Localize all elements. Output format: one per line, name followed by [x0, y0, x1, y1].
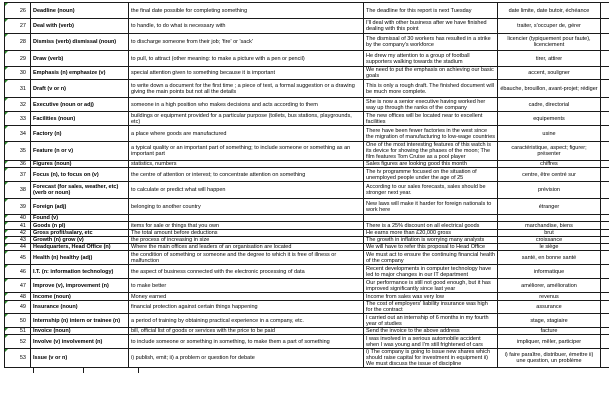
cell-overflow-edge[interactable]: [601, 3, 609, 19]
error-marker-icon: [5, 222, 8, 225]
table-row: [5, 112, 609, 126]
cell-example[interactable]: The growth in inflation is worrying many analysts: [364, 237, 498, 244]
cell-row-number[interactable]: [5, 199, 31, 215]
cell-term[interactable]: Facilities (noun): [31, 112, 129, 126]
table-row: [5, 67, 609, 80]
cell-term[interactable]: Factory (n): [31, 126, 129, 142]
cell-overflow-edge[interactable]: [601, 142, 609, 161]
cell-example[interactable]: She is now a senior executive having worked her way up through the ranks of the company: [364, 98, 498, 112]
cell-definition[interactable]: a typical quality or an important part of something; to include someone or something as an important part: [129, 142, 364, 161]
cell-overflow-edge[interactable]: [601, 161, 609, 168]
row-number-label: 45: [19, 254, 26, 261]
error-marker-icon: [5, 67, 8, 70]
cell-row-number[interactable]: [5, 142, 31, 161]
error-marker-icon: [5, 51, 8, 54]
cell-definition[interactable]: a period of training by obtaining practical experience in a company, etc.: [129, 314, 364, 328]
cell-translation[interactable]: brut: [498, 230, 601, 237]
cell-example[interactable]: According to our sales forecasts, sales should be stronger next year.: [364, 182, 498, 199]
cell-row-number[interactable]: [5, 215, 31, 222]
cell-translation[interactable]: informatique: [498, 265, 601, 279]
cell-definition[interactable]: special attention given to something because it is important: [129, 67, 364, 80]
cell-row-number[interactable]: [5, 301, 31, 314]
row-number-label: 34: [19, 130, 26, 137]
row-number-label: 32: [19, 101, 26, 108]
cell-example[interactable]: Recent developments in computer technology have led to major changes in our IT department: [364, 265, 498, 279]
table-row: [5, 3, 609, 19]
cell-term[interactable]: Executive (noun or adj): [31, 98, 129, 112]
cell-example[interactable]: I'll deal with other business after we have finished dealing with this point: [364, 19, 498, 34]
cell-definition[interactable]: [129, 215, 364, 222]
cell-definition[interactable]: to include someone or something in something, to make them a part of something: [129, 335, 364, 349]
error-marker-icon: [5, 335, 8, 338]
cell-term[interactable]: Emphasis (n) emphasize (v): [31, 67, 129, 80]
cell-definition[interactable]: a place where goods are manufactured: [129, 126, 364, 142]
table-row: [5, 251, 609, 265]
cell-translation[interactable]: revenus: [498, 293, 601, 301]
cell-overflow-edge[interactable]: [601, 265, 609, 279]
error-marker-icon: [5, 126, 8, 129]
error-marker-icon: [5, 112, 8, 115]
row-number-label: 31: [19, 85, 26, 92]
error-marker-icon: [5, 265, 8, 268]
cell-definition[interactable]: statistics, numbers: [129, 161, 364, 168]
cell-row-number[interactable]: [5, 161, 31, 168]
cell-overflow-edge[interactable]: [601, 126, 609, 142]
table-row: [5, 222, 609, 230]
cell-definition[interactable]: Money earned: [129, 293, 364, 301]
cell-term[interactable]: Deadline (noun): [31, 3, 129, 19]
cell-translation[interactable]: i) faire paraître, distribuer, émettre ii) une question, un problème: [498, 349, 601, 368]
error-marker-icon: [5, 279, 8, 282]
next-table-column-divider: [83, 368, 84, 373]
next-table-column-divider: [138, 368, 139, 373]
cell-term[interactable]: Feature (n or v): [31, 142, 129, 161]
row-number-label: 49: [19, 304, 26, 310]
cell-definition[interactable]: belonging to another country: [129, 199, 364, 215]
row-number-label: 38: [19, 187, 26, 193]
cell-translation[interactable]: facture: [498, 328, 601, 335]
row-number-label: 48: [19, 293, 26, 300]
cell-term[interactable]: I.T. (n: information technology): [31, 265, 129, 279]
cell-row-number[interactable]: [5, 265, 31, 279]
cell-definition[interactable]: i) publish, emit; ii) a problem or question for debate: [129, 349, 364, 368]
row-number-label: 42: [19, 230, 26, 236]
error-marker-icon: [5, 80, 8, 83]
cell-row-number[interactable]: [5, 98, 31, 112]
cell-term[interactable]: Deal with (verb): [31, 19, 129, 34]
cell-definition[interactable]: the final date possible for completing something: [129, 3, 364, 19]
cell-row-number[interactable]: [5, 244, 31, 251]
cell-overflow-edge[interactable]: [601, 230, 609, 237]
row-number-label: 37: [19, 171, 26, 178]
row-number-label: 50: [19, 317, 26, 324]
vocabulary-table-body: [5, 3, 609, 368]
cell-definition[interactable]: someone in a high position who makes decisions and acts according to them: [129, 98, 364, 112]
cell-translation[interactable]: le siège: [498, 244, 601, 251]
table-row: [5, 301, 609, 314]
table-row: [5, 215, 609, 222]
cell-term[interactable]: Improve (v), improvement (n): [31, 279, 129, 293]
cell-example[interactable]: There have been fewer factories in the west since the migration of manufacturing to low-wage countries: [364, 126, 498, 142]
table-row: [5, 199, 609, 215]
cell-translation[interactable]: caractéristique, aspect; figurer; présenter: [498, 142, 601, 161]
cell-translation[interactable]: accent, souligner: [498, 67, 601, 80]
cell-overflow-edge[interactable]: [601, 51, 609, 67]
error-marker-icon: [5, 98, 8, 101]
table-row: [5, 98, 609, 112]
cell-translation[interactable]: traiter, s'occuper de, gérer: [498, 19, 601, 34]
error-marker-icon: [5, 349, 8, 352]
cell-definition[interactable]: the condition of something or someone and the degree to which it is free of illness or malfunction: [129, 251, 364, 265]
cell-term[interactable]: Figures (noun): [31, 161, 129, 168]
row-number-label: 39: [19, 203, 26, 210]
error-marker-icon: [5, 3, 8, 6]
row-number-label: 46: [19, 268, 26, 275]
error-marker-icon: [5, 199, 8, 202]
cell-row-number[interactable]: [5, 182, 31, 199]
cell-overflow-edge[interactable]: [601, 237, 609, 244]
cell-example[interactable]: i) The company is going to issue new shares which should raise capital for investment in equipment ii) We must discuss the issue of discipline: [364, 349, 498, 368]
cell-translation[interactable]: ébauche, brouillon, avant-projet; rédiger: [498, 80, 601, 98]
row-number-label: 35: [19, 148, 26, 154]
error-marker-icon: [5, 244, 8, 247]
cell-term[interactable]: Involve (v) involvement (n): [31, 335, 129, 349]
next-table-column-divider: [33, 368, 34, 373]
error-marker-icon: [5, 328, 8, 331]
cell-row-number[interactable]: [5, 19, 31, 34]
cell-definition[interactable]: Where the main offices and leaders of an organisation are located: [129, 244, 364, 251]
cell-row-number[interactable]: [5, 237, 31, 244]
row-number-label: 27: [19, 23, 26, 29]
cell-overflow-edge[interactable]: [601, 349, 609, 368]
cell-overflow-edge[interactable]: [601, 251, 609, 265]
cell-translation[interactable]: croissance: [498, 237, 601, 244]
next-table-edge: [4, 368, 609, 374]
cell-overflow-edge[interactable]: [601, 98, 609, 112]
cell-example[interactable]: We will have to refer this proposal to Head Office: [364, 244, 498, 251]
table-row: [5, 142, 609, 161]
cell-row-number[interactable]: [5, 222, 31, 230]
cell-translation[interactable]: étranger: [498, 199, 601, 215]
error-marker-icon: [5, 142, 8, 145]
cell-term[interactable]: Gross profit/salary, etc: [31, 230, 129, 237]
cell-term[interactable]: Focus (n), to focus on (v): [31, 168, 129, 182]
table-row: [5, 293, 609, 301]
cell-term[interactable]: Found (v): [31, 215, 129, 222]
cell-overflow-edge[interactable]: [601, 301, 609, 314]
table-row: [5, 80, 609, 98]
cell-example[interactable]: Send the invoice to the above address: [364, 328, 498, 335]
cell-overflow-edge[interactable]: [601, 34, 609, 51]
cell-term[interactable]: Issue (v or n): [31, 349, 129, 368]
cell-overflow-edge[interactable]: [601, 279, 609, 293]
error-marker-icon: [5, 301, 8, 304]
error-marker-icon: [5, 19, 8, 22]
cell-translation[interactable]: marchandise, biens: [498, 222, 601, 230]
row-number-label: 30: [19, 70, 26, 76]
cell-row-number[interactable]: [5, 279, 31, 293]
error-marker-icon: [5, 34, 8, 37]
table-row: [5, 168, 609, 182]
cell-overflow-edge[interactable]: [601, 293, 609, 301]
cell-example[interactable]: He earns more than £20,000 gross: [364, 230, 498, 237]
cell-term[interactable]: Internship (n) intern or trainee (n): [31, 314, 129, 328]
cell-row-number[interactable]: [5, 230, 31, 237]
cell-definition[interactable]: to make better: [129, 279, 364, 293]
error-marker-icon: [5, 293, 8, 296]
cell-term[interactable]: Forecast (for sales, weather, etc) (verb or noun): [31, 182, 129, 199]
cell-translation[interactable]: equipements: [498, 112, 601, 126]
error-marker-icon: [5, 182, 8, 185]
table-row: [5, 349, 609, 368]
cell-term[interactable]: Insurance (noun): [31, 301, 129, 314]
cell-definition[interactable]: to write down a document for the first time ; a piece of text, a formal suggestion or a drawing giving the main points but not all the details: [129, 80, 364, 98]
cell-definition[interactable]: bill, official list of goods or services with the price to be paid: [129, 328, 364, 335]
cell-definition[interactable]: items for sale or things that you own: [129, 222, 364, 230]
cell-row-number[interactable]: [5, 3, 31, 19]
cell-overflow-edge[interactable]: [601, 80, 609, 98]
cell-example[interactable]: Income from sales was very low: [364, 293, 498, 301]
cell-translation[interactable]: tirer, attirer: [498, 51, 601, 67]
cell-definition[interactable]: The total amount before deductions: [129, 230, 364, 237]
cell-overflow-edge[interactable]: [601, 182, 609, 199]
cell-overflow-edge[interactable]: [601, 112, 609, 126]
cell-term[interactable]: Goods (n pl): [31, 222, 129, 230]
cell-row-number[interactable]: [5, 168, 31, 182]
table-row: [5, 335, 609, 349]
cell-translation[interactable]: santé, en bonne santé: [498, 251, 601, 265]
cell-example[interactable]: New laws will make it harder for foreign nationals to work here: [364, 199, 498, 215]
row-number-label: 40: [19, 215, 26, 221]
cell-translation[interactable]: usine: [498, 126, 601, 142]
row-number-label: 51: [19, 328, 26, 334]
table-row: [5, 244, 609, 251]
cell-row-number[interactable]: [5, 349, 31, 368]
row-number-label: 41: [19, 222, 26, 229]
row-number-label: 44: [19, 244, 26, 250]
cell-example[interactable]: The cost of employers' liability insurance was high for the contract: [364, 301, 498, 314]
cell-example[interactable]: [364, 215, 498, 222]
cell-translation[interactable]: chiffres: [498, 161, 601, 168]
table-row: [5, 126, 609, 142]
table-row: [5, 19, 609, 34]
table-row: [5, 182, 609, 199]
error-marker-icon: [5, 168, 8, 171]
row-number-label: 28: [19, 39, 26, 45]
cell-example[interactable]: We need to put the emphasis on achieving our basic goals: [364, 67, 498, 80]
cell-translation[interactable]: cadre, directorial: [498, 98, 601, 112]
row-number-label: 36: [19, 161, 26, 167]
table-row: [5, 51, 609, 67]
row-number-label: 47: [19, 282, 26, 289]
cell-term[interactable]: Dismiss (verb) dismissal (noun): [31, 34, 129, 51]
cell-row-number[interactable]: [5, 126, 31, 142]
cell-example[interactable]: The deadline for this report is next Tuesday: [364, 3, 498, 19]
cell-overflow-edge[interactable]: [601, 314, 609, 328]
error-marker-icon: [5, 251, 8, 254]
row-number-label: 52: [19, 338, 26, 345]
cell-overflow-edge[interactable]: [601, 67, 609, 80]
error-marker-icon: [5, 161, 8, 164]
cell-example[interactable]: The tv programme focused on the situation of unemployed people under the age of 25: [364, 168, 498, 182]
cell-row-number[interactable]: [5, 51, 31, 67]
cell-translation[interactable]: [498, 215, 601, 222]
cell-term[interactable]: Draft (v or n): [31, 80, 129, 98]
error-marker-icon: [5, 230, 8, 233]
cell-row-number[interactable]: [5, 335, 31, 349]
cell-row-number[interactable]: [5, 328, 31, 335]
cell-example[interactable]: The new offices will be located near to excellent facilities: [364, 112, 498, 126]
cell-example[interactable]: One of the most interesting features of this watch is its device for showing the phases of the moon; The film features Tom Cruise as a pool player: [364, 142, 498, 161]
table-row: [5, 230, 609, 237]
table-row: [5, 279, 609, 293]
error-marker-icon: [5, 215, 8, 218]
row-number-label: 53: [19, 355, 26, 361]
vocabulary-table: [4, 2, 609, 368]
table-row: [5, 237, 609, 244]
cell-overflow-edge[interactable]: [601, 328, 609, 335]
cell-overflow-edge[interactable]: [601, 215, 609, 222]
cell-row-number[interactable]: [5, 34, 31, 51]
table-row: [5, 328, 609, 335]
row-number-label: 33: [19, 115, 26, 122]
cell-row-number[interactable]: [5, 67, 31, 80]
cell-row-number[interactable]: [5, 112, 31, 126]
row-number-label: 29: [19, 55, 26, 62]
cell-example[interactable]: He drew my attention to a group of football supporters walking towards the stadium: [364, 51, 498, 67]
cell-row-number[interactable]: [5, 251, 31, 265]
cell-example[interactable]: The dismissal of 30 workers has resulted in a strike by the company's workforce: [364, 34, 498, 51]
cell-term[interactable]: Income (noun): [31, 293, 129, 301]
cell-overflow-edge[interactable]: [601, 199, 609, 215]
cell-term[interactable]: Headquarters, Head Office (n): [31, 244, 129, 251]
cell-example[interactable]: Sales figures are looking good this month: [364, 161, 498, 168]
cell-translation[interactable]: améliorer, amélioration: [498, 279, 601, 293]
cell-definition[interactable]: to handle, to do what is necessary with: [129, 19, 364, 34]
cell-translation[interactable]: centre, être centré sur: [498, 168, 601, 182]
cell-definition[interactable]: to calculate or predict what will happen: [129, 182, 364, 199]
cell-example[interactable]: I was involved in a serious automobile accident when I was young and I'm still frightened of cars: [364, 335, 498, 349]
cell-definition[interactable]: the process of increasing in size: [129, 237, 364, 244]
cell-example[interactable]: I carried out an internship of 6 months in my fourth year of studies: [364, 314, 498, 328]
cell-definition[interactable]: to pull, to attract (other meaning: to make a picture with a pen or pencil): [129, 51, 364, 67]
table-row: [5, 161, 609, 168]
error-marker-icon: [5, 314, 8, 317]
cell-row-number[interactable]: [5, 293, 31, 301]
cell-example[interactable]: We must act to ensure the continuing financial health of the company: [364, 251, 498, 265]
cell-term[interactable]: Foreign (adj): [31, 199, 129, 215]
cell-row-number[interactable]: [5, 314, 31, 328]
cell-definition[interactable]: financial protection against certain things happening: [129, 301, 364, 314]
cell-translation[interactable]: date limite, date butoir, échéance: [498, 3, 601, 19]
cell-definition[interactable]: the centre of attention or interest; to concentrate attention on something: [129, 168, 364, 182]
cell-overflow-edge[interactable]: [601, 335, 609, 349]
cell-definition[interactable]: to discharge someone from their job; 'fire' or 'sack': [129, 34, 364, 51]
cell-overflow-edge[interactable]: [601, 244, 609, 251]
error-marker-icon: [5, 237, 8, 240]
cell-row-number[interactable]: [5, 80, 31, 98]
table-row: [5, 34, 609, 51]
cell-example[interactable]: This is only a rough draft. The finished document will be much more complete.: [364, 80, 498, 98]
cell-term[interactable]: Growth (n) grow (v): [31, 237, 129, 244]
row-number-label: 26: [19, 7, 26, 14]
cell-example[interactable]: Our performance is still not good enough, but it has improved significantly since last year: [364, 279, 498, 293]
cell-overflow-edge[interactable]: [601, 168, 609, 182]
row-number-label: 43: [19, 237, 26, 243]
cell-definition[interactable]: buildings or equipment provided for a particular purpose (toilets, bus stations, playgrounds, etc): [129, 112, 364, 126]
cell-translation[interactable]: assurance: [498, 301, 601, 314]
cell-overflow-edge[interactable]: [601, 19, 609, 34]
cell-term[interactable]: Health (n) healthy (adj): [31, 251, 129, 265]
cell-translation[interactable]: prévision: [498, 182, 601, 199]
table-row: [5, 314, 609, 328]
cell-example[interactable]: There is a 25% discount on all electrical goods: [364, 222, 498, 230]
cell-translation[interactable]: licencier (typiquement pour faute), licenciement: [498, 34, 601, 51]
cell-translation[interactable]: stage, stagiaire: [498, 314, 601, 328]
table-row: [5, 265, 609, 279]
cell-definition[interactable]: the aspect of business connected with the electronic processing of data: [129, 265, 364, 279]
cell-overflow-edge[interactable]: [601, 222, 609, 230]
cell-term[interactable]: Draw (verb): [31, 51, 129, 67]
cell-translation[interactable]: impliquer, mêler, participer: [498, 335, 601, 349]
cell-term[interactable]: Invoice (noun): [31, 328, 129, 335]
